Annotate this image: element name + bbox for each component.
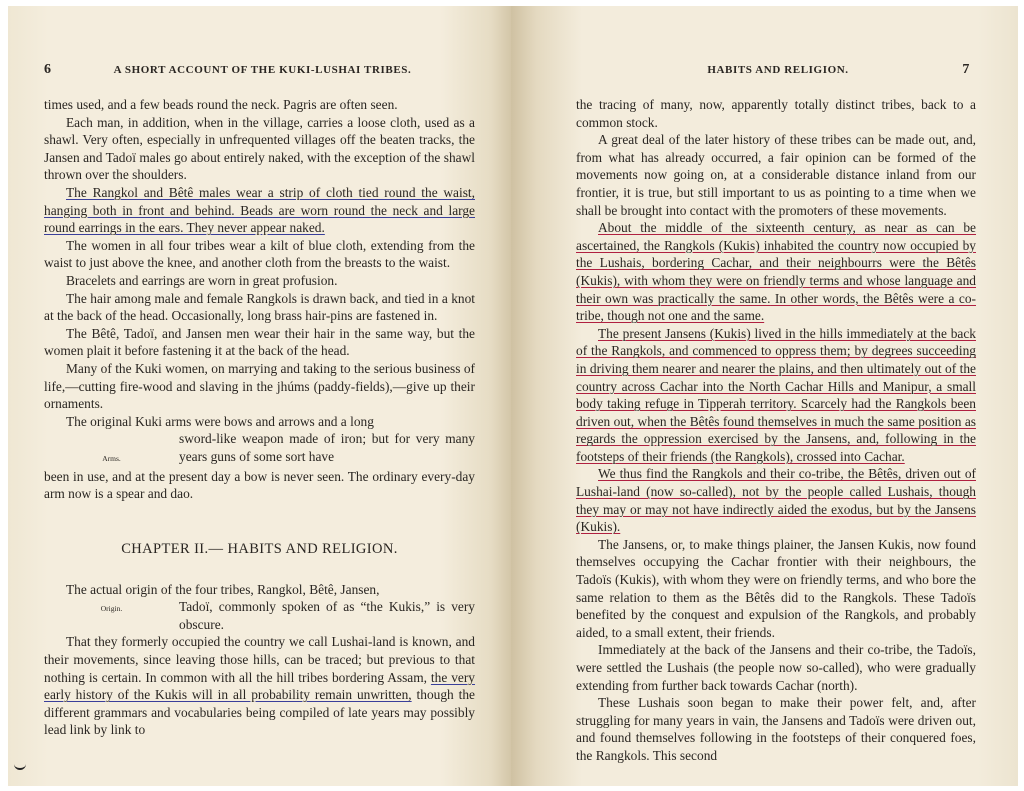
paragraph: The Bêtê, Tadoï, and Jansen men wear their hair in the same way, but the women plait it before fastening it at the back of the head. xyxy=(44,325,475,359)
left-body-text xyxy=(44,96,475,739)
paragraph: These Lushais soon began to make their power felt, and, after struggling for many years in vain, the Jansens and Tadoïs were driven out, and found themselves following in the footsteps of their conquered foes, the Rangkols. This second xyxy=(576,695,976,763)
paragraph: sword-like weapon made of iron; but for very many years guns of some sort have xyxy=(179,431,475,464)
paragraph: A great deal of the later history of these tribes can be made out, and, from what has already occurred, a fair opinion can be formed of the movements now going on, at a considerable distance inland from our frontier, it is true, but still important to us as pointing to a time when we shall be brought into contact with the promoters of these movements. xyxy=(576,132,976,218)
text-span: That they formerly occupied the country we call Lushai-land is known, and their movements, since leaving those hills, can be traced; but previous to that nothing is certain. In common with all the hill tribes bordering Assam, xyxy=(44,634,475,685)
left-page xyxy=(8,6,511,786)
paragraph: The original Kuki arms were bows and arrows and a long xyxy=(66,413,374,429)
right-page xyxy=(511,6,1018,786)
book-spread xyxy=(8,6,1018,786)
margin-note-arms: Arms. xyxy=(102,454,121,464)
paragraph: Each man, in addition, when in the village, carries a loose cloth, used as a shawl. Very often, especially in unfrequented villages off the beaten tracks, the Jansen and Tadoï males go about entirely naked, with the exception of the shawl thrown over the shoulders. xyxy=(44,114,475,183)
pen-mark xyxy=(14,762,26,770)
paragraph: Immediately at the back of the Jansens and their co-tribe, the Tadoïs, were settled the Lushais (the people now so-called), who were gradually extending from further back towards Cachar (north). xyxy=(576,642,976,693)
paragraph xyxy=(576,219,976,325)
margin-note-origin: Origin. xyxy=(100,604,123,614)
underlined-phrase: the very early history of the Kukis will in all probability remain unwritten, xyxy=(44,669,475,703)
paragraph xyxy=(576,325,976,466)
left-page-number: 6 xyxy=(44,62,52,77)
paragraph xyxy=(44,633,475,739)
left-running-title: A SHORT ACCOUNT OF THE KUKI-LUSHAI TRIBES. xyxy=(113,64,412,76)
underlined-phrase: The present Jansens (Kukis) lived in the hills immediately at the back of the Rangkols, and commenced to oppress them; by degrees succeeding in driving them nearer and nearer the plains, and then ultimately out of the country across Cachar into the North Cachar Hills and Manipur, a small body taking refuge in Tipperah territory. Scarcely had the Rangkols been driven out, when the Bêtês found themselves in much the same position as regards the oppression exercised by the Jansens, and, following in the footsteps of their friends (the Rangkols), crossed into Cachar. xyxy=(576,325,976,464)
right-body-text xyxy=(576,96,976,765)
paragraph: The hair among male and female Rangkols is drawn back, and tied in a knot at the back of the head. Occasionally, long brass hair-pins are fastened in. xyxy=(44,290,475,324)
paragraph: The actual origin of the four tribes, Rangkol, Bêtê, Jansen, xyxy=(66,581,380,597)
paragraph: the tracing of many, now, apparently totally distinct tribes, back to a common stock. xyxy=(576,97,976,130)
paragraph: Many of the Kuki women, on marrying and taking to the serious business of life,—cutting fire-wood and slaving in the jhúms (paddy-fields),—give up their ornaments. xyxy=(44,360,475,412)
underlined-paragraph: The Rangkol and Bêtê males wear a strip of cloth tied round the waist, hanging both in front and behind. Beads are worn round the neck and large round earrings in the ears. They never appear naked. xyxy=(44,184,475,236)
underlined-phrase: We thus find the Rangkols and their co-tribe, the Bêtês, driven out of Lushai-land (now so-called), not by the people called Lushais, though they may or may not have indirectly aided the exodus, but by the Jansens (Kukis). xyxy=(576,466,976,535)
paragraph: Tadoï, commonly spoken of as “the Kukis,” is very obscure. xyxy=(179,599,475,632)
underlined-phrase: About the middle of the sixteenth century, as near as can be ascertained, the Rangkols (Kukis) inhabited the country now occupied by the Lushais, bordering Cachar, and their neighbourrs were the Bêtês (Kukis), with whom they were on friendly terms and whose language and their own was practically the same. xyxy=(576,220,976,306)
text-span: though the different grammars and vocabularies being compiled of late years may possibly lead link by link to xyxy=(44,687,475,738)
chapter-heading: CHAPTER II.— HABITS AND RELIGION. xyxy=(121,541,398,558)
paragraph: Bracelets and earrings are worn in great profusion. xyxy=(66,272,338,288)
origin-block xyxy=(44,598,475,633)
arms-block xyxy=(44,430,475,468)
right-running-title: HABITS AND RELIGION. xyxy=(707,64,849,76)
paragraph: The Jansens, or, to make things plainer, the Jansen Kukis, now found themselves occupying the Cachar frontier with their neighbours, the Tadoïs (Kukis), with whom they were on friendly terms, and who bore the same relation to them as the Bêtês did to the Rangkols. These Tadoïs benefited by the conquest and expulsion of the Rangkols, and probably aided, to a small extent, their friends. xyxy=(576,536,976,640)
underlined-phrase: In other words, the Bêtês were a co-tribe, though not one and the same. xyxy=(576,290,976,324)
right-page-number: 7 xyxy=(962,62,970,77)
paragraph: times used, and a few beads round the neck. Pagris are often seen. xyxy=(44,97,398,112)
paragraph xyxy=(576,465,976,535)
paragraph: The women in all four tribes wear a kilt of blue cloth, extending from the waist to just above the knee, and another cloth from the breasts to the waist. xyxy=(44,237,475,271)
paragraph: been in use, and at the present day a bow is never seen. The ordinary every-day arm now is a spear and dao. xyxy=(44,468,475,502)
